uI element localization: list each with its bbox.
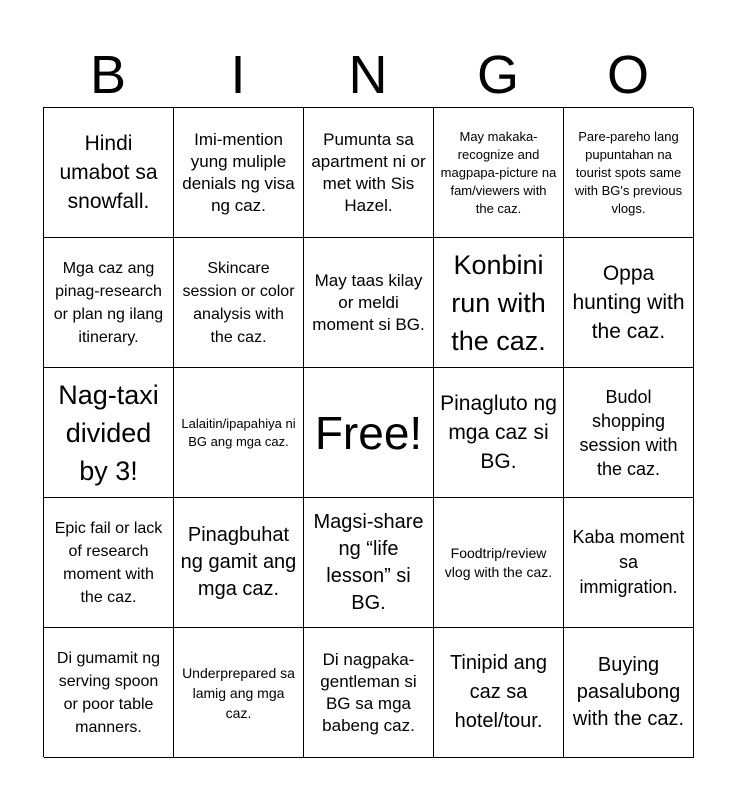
bingo-cell[interactable] [44, 628, 174, 758]
cell-text: Di gumamit ng serving spoon or poor table manners. [56, 649, 161, 736]
cell-text: Hindi umabot sa snowfall. [59, 132, 158, 213]
header-letter-o: O [606, 45, 649, 105]
cell-text: Mga caz ang pinag-research or plan ng ilang itinerary. [53, 259, 164, 346]
bingo-cell[interactable] [44, 238, 174, 368]
cell-text: Epic fail or lack of research moment with the caz. [54, 519, 163, 606]
cell-text: Magsi-share ng “life lesson” si BG. [313, 510, 424, 614]
cell-text: Lalaitin/ipapahiya ni BG ang mga caz. [181, 415, 296, 449]
bingo-cell[interactable] [564, 238, 694, 368]
bingo-cell[interactable] [44, 368, 174, 498]
header-letter-b: B [89, 45, 127, 105]
bingo-cell[interactable] [174, 368, 304, 498]
cell-text: Skincare session or color analysis with the caz. [182, 259, 295, 346]
bingo-cell[interactable] [304, 238, 434, 368]
bingo-cell[interactable] [44, 498, 174, 628]
free-space[interactable] [304, 368, 434, 498]
header-letter-i: I [230, 45, 246, 105]
bingo-cell[interactable] [434, 368, 564, 498]
cell-text: Di nagpaka-gentleman si BG sa mga babeng caz. [320, 649, 417, 735]
cell-text: Pinagbuhat ng gamit ang mga caz. [180, 524, 297, 600]
bingo-cell[interactable] [44, 108, 174, 238]
bingo-cell[interactable] [564, 108, 694, 238]
cell-text: Foodtrip/review vlog with the caz. [444, 544, 553, 580]
bingo-cell[interactable] [434, 238, 564, 368]
bingo-cell[interactable] [174, 238, 304, 368]
cell-text: Oppa hunting with the caz. [572, 262, 685, 343]
cell-text: Pumunta sa apartment ni or met with Sis Hazel. [311, 129, 426, 215]
cell-text: May makaka-recognize and magpapa-picture na fam/viewers with the caz. [440, 128, 557, 216]
cell-text: Konbini run with the caz. [451, 249, 546, 356]
bingo-cell[interactable] [304, 628, 434, 758]
bingo-cell[interactable] [304, 108, 434, 238]
bingo-cell[interactable] [564, 368, 694, 498]
cell-text: Nag-taxi divided by 3! [58, 379, 159, 486]
cell-text: Underprepared sa lamig ang mga caz. [182, 664, 295, 721]
bingo-cell[interactable] [564, 628, 694, 758]
bingo-cell[interactable] [174, 628, 304, 758]
header-letter-n: N [348, 45, 388, 105]
bingo-header [43, 44, 693, 106]
cell-text: Pare-pareho lang pupuntahan na tourist spots same with BG's previous vlogs. [574, 128, 683, 216]
cell-text: Tinipid ang caz sa hotel/tour. [449, 652, 548, 732]
cell-text: Buying pasalubong with the caz. [572, 654, 685, 730]
cell-text: Imi-mention yung muliple denials ng visa ng caz. [182, 129, 295, 215]
bingo-cell[interactable] [564, 498, 694, 628]
cell-text: Pinagluto ng mga caz si BG. [440, 392, 557, 473]
bingo-cell[interactable] [304, 498, 434, 628]
cell-text: May taas kilay or meldi moment si BG. [312, 270, 425, 334]
bingo-cell[interactable] [434, 628, 564, 758]
bingo-board [43, 107, 693, 757]
bingo-cell[interactable] [174, 498, 304, 628]
free-text: Free! [314, 406, 423, 459]
bingo-cell[interactable] [434, 108, 564, 238]
cell-text: Kaba moment sa immigration. [572, 527, 685, 597]
cell-text: Budol shopping session with the caz. [579, 386, 678, 479]
bingo-cell[interactable] [174, 108, 304, 238]
bingo-cell[interactable] [434, 498, 564, 628]
header-letter-g: G [476, 45, 519, 105]
